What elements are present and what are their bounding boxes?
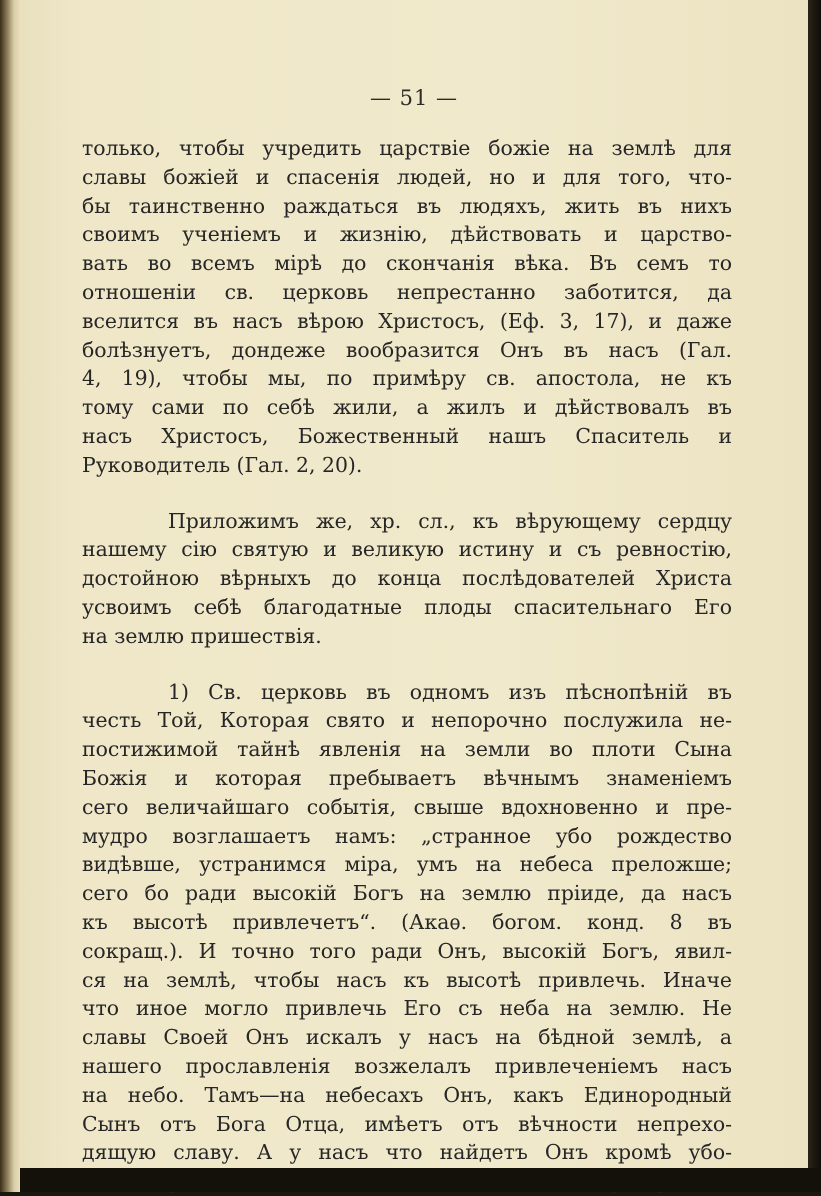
paragraph-spacer: [82, 651, 732, 678]
body-text: [82, 134, 732, 1196]
text-line: сего величайшаго событія, свыше вдохновенно и пре-: [82, 794, 732, 819]
paragraph-3: [82, 678, 732, 1196]
text-line: вать во всемъ мірѣ до скончанія вѣка. Въ семъ то: [82, 251, 732, 276]
text-line: мудро возглашаетъ намъ: „странное убо рождество: [82, 823, 732, 848]
text-line: ся на землѣ, чтобы насъ къ высотѣ привлечь. Иначе: [82, 967, 732, 992]
text-line: на небо. Тамъ—на небесахъ Онъ, какъ Единородный: [82, 1082, 732, 1107]
text-line: 1) Св. церковь въ одномъ изъ пѣснопѣній въ: [168, 679, 732, 704]
text-line: сего бо ради высокій Богъ на землю пріиде, да насъ: [82, 881, 732, 906]
text-line: бы таинственно раждаться въ людяхъ, жить въ нихъ: [82, 193, 732, 218]
text-line: дящую славу. А у насъ что найдетъ Онъ кромѣ убо-: [82, 1140, 732, 1165]
text-line: Руководитель (Гал. 2, 20).: [82, 452, 363, 477]
text-line: на землю пришествія.: [82, 623, 322, 648]
text-line: нашему сію святую и великую истину и съ ревностію,: [82, 537, 732, 562]
text-line: славы божіей и спасенія людей, но и для того, что-: [82, 164, 732, 189]
book-page: [20, 0, 808, 1168]
text-line: Сынъ отъ Бога Отца, имѣетъ отъ вѣчности непрехо-: [82, 1111, 732, 1136]
text-line: насъ Христосъ, Божественный нашъ Спаситель и: [82, 423, 732, 448]
text-line: 4, 19), чтобы мы, по примѣру св. апостола, не къ: [82, 366, 732, 391]
text-line: видѣвше, устранимся міра, умъ на небеса преложше;: [82, 852, 732, 877]
paragraph-spacer: [82, 480, 732, 507]
text-line: своимъ ученіемъ и жизнію, дѣйствовать и царство-: [82, 222, 732, 247]
text-line: тому сами по себѣ жили, а жилъ и дѣйствовалъ въ: [82, 395, 732, 420]
text-line: что иное могло привлечь Его съ неба на землю. Не: [82, 996, 732, 1021]
text-line: славы Своей Онъ искалъ у насъ на бѣдной землѣ, а: [82, 1025, 732, 1050]
text-line: болѣзнуетъ, дондеже вообразится Онъ въ насъ (Гал.: [82, 337, 732, 362]
text-line: Приложимъ же, хр. сл., къ вѣрующему сердцу: [168, 508, 732, 533]
page-number: — 51 —: [369, 86, 459, 110]
text-line: къ высотѣ привлечетъ“. (Акаѳ. богом. конд. 8 въ: [82, 909, 732, 934]
paragraph-1: [82, 134, 732, 480]
text-line: честь Той, Которая свято и непорочно послужила не-: [82, 708, 732, 733]
text-line: нашего прославленія возжелалъ привлеченіемъ насъ: [82, 1053, 732, 1078]
text-line: отношеніи св. церковь непрестанно заботится, да: [82, 279, 732, 304]
text-line: сокращ.). И точно того ради Онъ, высокій Богъ, явил-: [82, 938, 732, 963]
text-line: достойною вѣрныхъ до конца послѣдователей Христа: [82, 566, 732, 591]
text-line: Божія и которая пребываетъ вѣчнымъ знаменіемъ: [82, 765, 732, 790]
page-right-shadow: [808, 0, 821, 1192]
paragraph-2: [82, 507, 732, 651]
text-line: постижимой тайнѣ явленія на земли во плоти Сына: [82, 737, 732, 762]
text-line: усвоимъ себѣ благодатные плоды спасительнаго Его: [82, 594, 732, 619]
text-line: только, чтобы учредить царствіе божіе на землѣ для: [82, 136, 732, 160]
page-bottom-shadow: [20, 1168, 821, 1192]
book-spine-edge: [0, 0, 20, 1192]
text-line: вселится въ насъ вѣрою Христосъ, (Еф. 3, 17), и даже: [82, 308, 732, 333]
